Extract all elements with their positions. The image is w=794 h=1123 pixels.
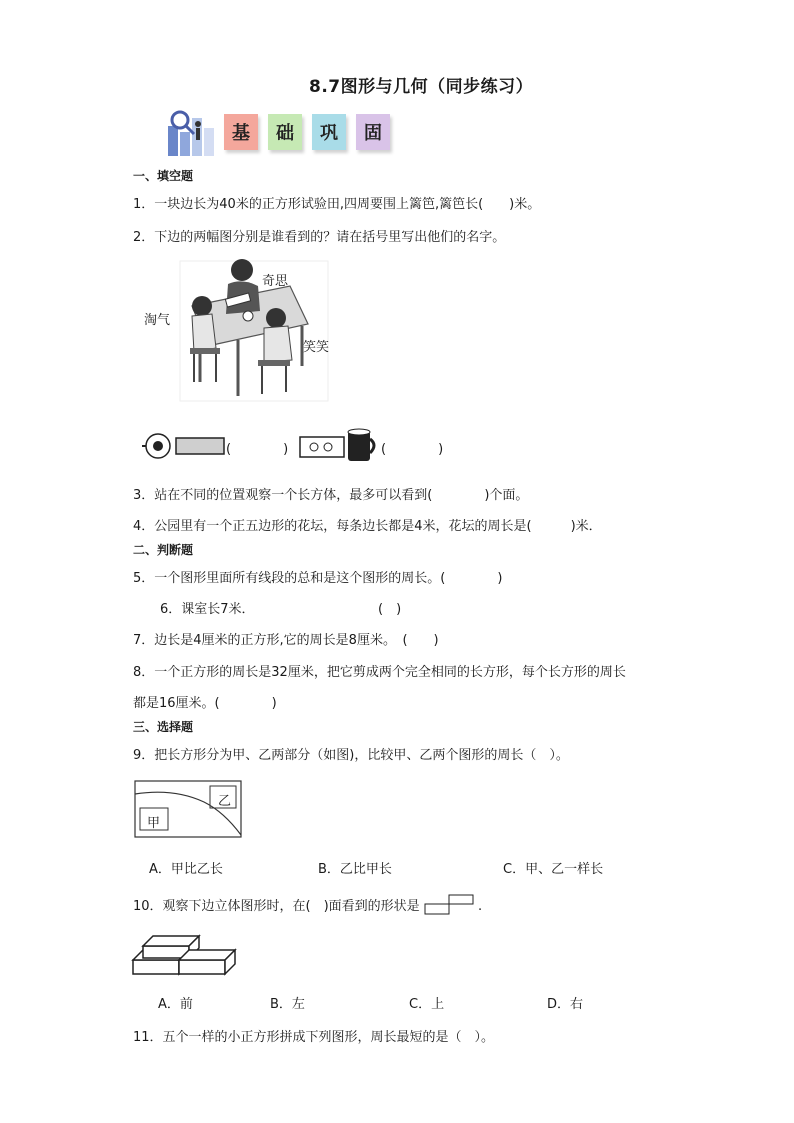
view-1-blank: ( ) — [226, 442, 289, 457]
view-2-blank: ( ) — [381, 442, 444, 457]
section-fill-blank: 一、填空题 — [133, 169, 194, 183]
table-scene-illustration — [180, 256, 330, 406]
question-7: 7．边长是4厘米的正方形,它的周长是8厘米。 ( ) — [133, 633, 439, 648]
question-4: 4．公园里有一个正五边形的花坛，每条边长都是4米，花坛的周长是( )米． — [133, 519, 602, 534]
two-rect-shape-icon — [424, 894, 474, 916]
label-xiaoxiao: 笑笑 — [303, 340, 330, 355]
question-6: 6．课室长7米． ( ) — [160, 602, 402, 617]
view-1-illustration — [138, 431, 228, 461]
question-9: 9．把长方形分为甲、乙两部分（如图)，比较甲、乙两个图形的周长（ ）。 — [133, 748, 569, 763]
question-1: 1．一块边长为40米的正方形试验田,四周要围上篱笆,篱笆长( )米。 — [133, 197, 541, 212]
question-8-line2: 都是16厘米。( ) — [133, 696, 277, 711]
question-5: 5．一个图形里面所有线段的总和是这个图形的周长。( ) — [133, 571, 503, 586]
view-2-illustration — [298, 427, 378, 463]
option-9a[interactable]: A．甲比乙长 — [149, 862, 223, 877]
section-multiple-choice: 三、选择题 — [133, 720, 194, 734]
question-10-end: . — [477, 899, 483, 914]
magnifier-person-icon — [160, 108, 220, 158]
option-9c[interactable]: C．甲、乙一样长 — [503, 862, 604, 877]
section-true-false: 二、判断题 — [133, 543, 194, 557]
badge-gong: 巩 — [312, 114, 346, 150]
rectangle-split-diagram — [134, 780, 244, 840]
badge-ji: 基 — [224, 114, 258, 150]
question-11: 11．五个一样的小正方形拼成下列图形，周长最短的是（ ）。 — [133, 1030, 495, 1045]
option-10c[interactable]: C．上 — [409, 997, 445, 1012]
question-8-line1: 8．一个正方形的周长是32厘米，把它剪成两个完全相同的长方形，每个长方形的周长 — [133, 665, 626, 680]
label-qisi: 奇思 — [262, 274, 289, 289]
question-2: 2．下边的两幅图分别是谁看到的？请在括号里写出他们的名字。 — [133, 230, 506, 245]
option-10d[interactable]: D．右 — [547, 997, 584, 1012]
option-10b[interactable]: B．左 — [270, 997, 305, 1012]
label-yi: 乙 — [218, 794, 232, 809]
label-jia: 甲 — [147, 816, 161, 831]
badge-gu: 固 — [356, 114, 390, 150]
question-10-text: 10．观察下边立体图形时，在( )面看到的形状是 — [133, 899, 420, 914]
label-taoqi: 淘气 — [144, 313, 171, 328]
cuboid-stack-diagram — [133, 930, 243, 980]
section-banner — [160, 108, 410, 158]
page-title: 8.7图形与几何（同步练习） — [309, 77, 534, 97]
badge-chu: 础 — [268, 114, 302, 150]
option-10a[interactable]: A．前 — [158, 997, 193, 1012]
option-9b[interactable]: B．乙比甲长 — [318, 862, 392, 877]
question-10 — [133, 895, 482, 918]
question-3: 3．站在不同的位置观察一个长方体，最多可以看到( )个面。 — [133, 488, 529, 503]
